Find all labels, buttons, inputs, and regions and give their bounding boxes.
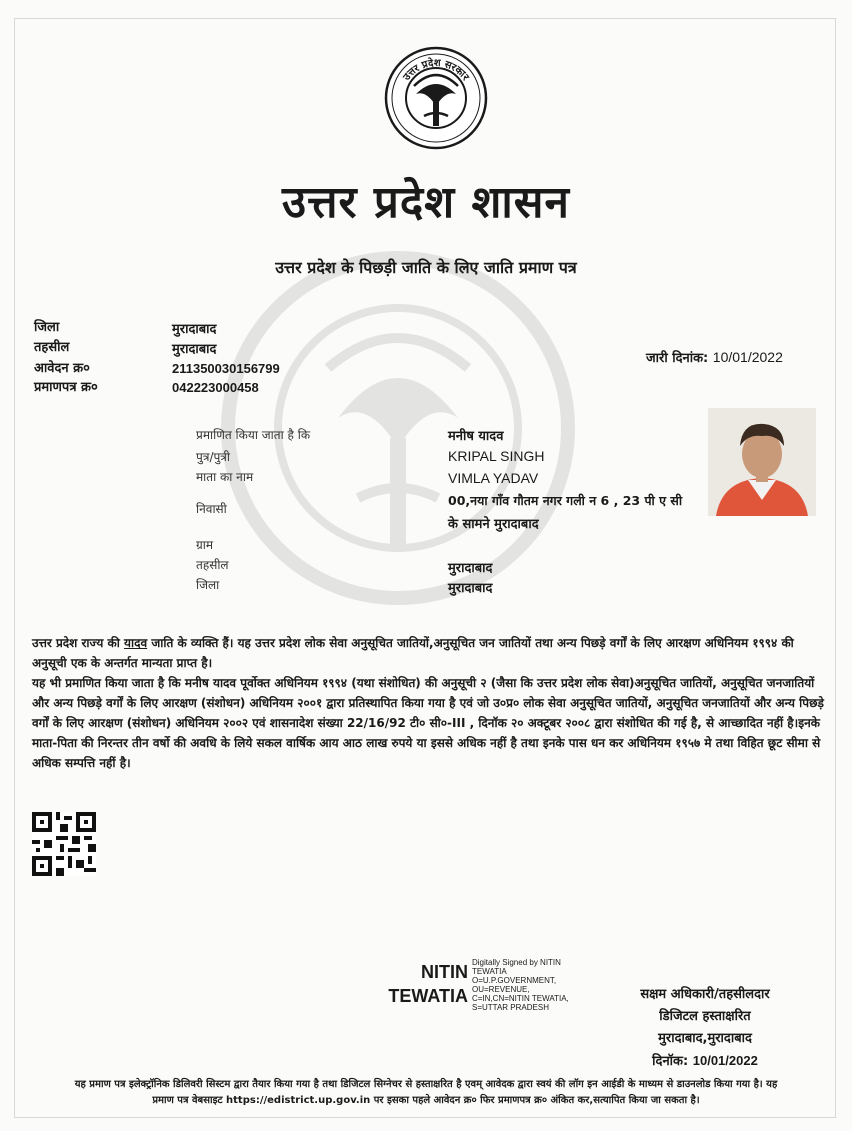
authority-place: मुरादाबाद,मुरादाबाद <box>658 1031 752 1046</box>
mother-label: माता का नाम <box>196 470 254 484</box>
district-label: जिला <box>34 320 60 335</box>
signature-detail-line: O=U.P.GOVERNMENT, <box>472 976 557 985</box>
authority-title: सक्षम अधिकारी/तहसीलदार <box>640 987 770 1002</box>
address-line-2: के सामने मुरादाबाद <box>448 517 539 532</box>
address-line-1: 00,नया गाँव गौतम नगर गली न 6 , 23 पी ए सी <box>448 493 683 508</box>
body-part-1b: जाति के व्यक्ति हैं। यह उत्तर प्रदेश लोक सेवा अनुसूचित जातियों,अनुसूचित जन जातियों तथा अन्य पिछड़े वर्गों के लिए आरक्षण अधिनियम १९९४ की अनुसूची एक के अन्तर्गत मान्यता प्राप्त है। <box>32 636 794 670</box>
up-government-emblem-icon <box>384 46 488 150</box>
certificate-label: प्रमाणपत्र क्र० <box>34 380 98 395</box>
emblem-text: उत्तर प्रदेश सरकार <box>401 57 471 83</box>
father-label: पुत्र/पुत्री <box>196 450 231 464</box>
person-district-label: जिला <box>196 578 220 592</box>
tehsil-value: मुरादाबाद <box>172 342 217 357</box>
person-district-value: मुरादाबाद <box>448 581 493 596</box>
tehsil-label: तहसील <box>34 340 70 355</box>
body-part-2b: पूर्वोक्त अधिनियम १९९४ (यथा संशोधित) की अनुसूची २ (जैसा कि उत्तर प्रदेश लोक सेवा)अनुसूचित जातियों, अनुसूचित जनजातियों और अन्य पिछड़े वर्गों के लिए आरक्षण (संशोधन) अधिनियम २००१ द्वारा प्रतिस्थापित किया गया है एवं जो उ०प्र० लोक सेवा अनुसूचित जातियों, अनुसूचित जनजातियों और अन्य पिछड़े वर्गों के लिए आरक्षण (संशोधन) अधिनियम २००२ एवं शासनादेश संख्या 22/16/92 टी० सी०-III , दिनॉक २० अक्टूबर २००८ द्वारा संशोधित की गई है, से आच्छादित नहीं है।इनके माता-पिता की निरन्तर तीन वर्षो की अवधि के लिये सकल वार्षिक आय आठ लाख रुपये या इससे अधिक नहीं है तथा इनके पास धन कर अधिनियम १९५७ मे तथा विहित छूट सीमा से अधिक सम्पत्ति नहीं है। <box>32 676 824 770</box>
qr-code-icon <box>32 812 96 876</box>
issue-date <box>646 348 783 366</box>
authority-block <box>600 984 810 1073</box>
signature-detail-line: OU=REVENUE, <box>472 985 530 994</box>
authority-date <box>600 1050 810 1073</box>
mother-name: VIMLA YADAV <box>448 470 539 486</box>
holder-name: मनीष यादव <box>448 429 504 444</box>
authority-date-value: 10/01/2022 <box>692 1053 758 1068</box>
certificate-number: 042223000458 <box>172 380 259 395</box>
footer-line-2: प्रमाण पत्र वेबसाइट https://edistrict.up.gov.in पर इसका पहले आवेदन क्र० फिर प्रमाणपत्र क्र० अंकित कर,सत्यापित किया जा सकता है। <box>152 1095 700 1106</box>
signer-name-line-1: NITIN <box>421 962 468 982</box>
signer-name <box>360 960 468 1008</box>
authority-date-label: दिनॉक: <box>652 1054 689 1069</box>
certificate-body <box>32 633 832 773</box>
application-label: आवेदन क्र० <box>34 361 90 376</box>
signature-detail-line: TEWATIA <box>472 967 507 976</box>
person-tehsil-label: तहसील <box>196 558 229 572</box>
applicant-photo-image <box>708 408 816 516</box>
body-holder-name: मनीष यादव <box>184 676 237 690</box>
applicant-photo <box>708 408 816 516</box>
person-tehsil-value: मुरादाबाद <box>448 561 493 576</box>
father-name: KRIPAL SINGH <box>448 448 545 464</box>
issue-date-label: जारी दिनांक: <box>646 351 709 366</box>
application-number: 211350030156799 <box>172 361 280 376</box>
page-title: उत्तर प्रदेश शासन <box>282 177 570 228</box>
resident-label: निवासी <box>196 502 227 516</box>
signer-name-line-2: TEWATIA <box>388 986 468 1006</box>
digital-signature-details <box>472 958 569 1012</box>
footer-line-1: यह प्रमाण पत्र इलेक्ट्रॉनिक डिलिवरी सिस्टम द्वारा तैयार किया गया है तथा डिजिटल सिग्नेचर से हस्ताक्षरित है एवम् आवेदक द्वारा स्वयं की लॉग इन आईडी के माध्यम से डाउनलोड किया गया है। यह <box>74 1079 778 1090</box>
certified-label: प्रमाणित किया जाता है कि <box>196 428 311 442</box>
certificate-subtitle: उत्तर प्रदेश के पिछड़ी जाति के लिए जाति प्रमाण पत्र <box>275 258 577 277</box>
caste-name: यादव <box>124 636 148 650</box>
village-label: ग्राम <box>196 538 214 552</box>
body-part-2a: यह भी प्रमाणित किया जाता है कि <box>32 676 181 690</box>
district-value: मुरादाबाद <box>172 322 217 337</box>
issue-date-value: 10/01/2022 <box>712 349 783 365</box>
signature-detail-line: Digitally Signed by NITIN <box>472 958 561 967</box>
authority-signed: डिजिटल हस्ताक्षरित <box>659 1009 751 1024</box>
signature-detail-line: S=UTTAR PRADESH <box>472 1003 549 1012</box>
signature-detail-line: C=IN,CN=NITIN TEWATIA, <box>472 994 569 1003</box>
footer-note <box>20 1077 832 1109</box>
body-part-1a: उत्तर प्रदेश राज्य की <box>32 636 120 650</box>
